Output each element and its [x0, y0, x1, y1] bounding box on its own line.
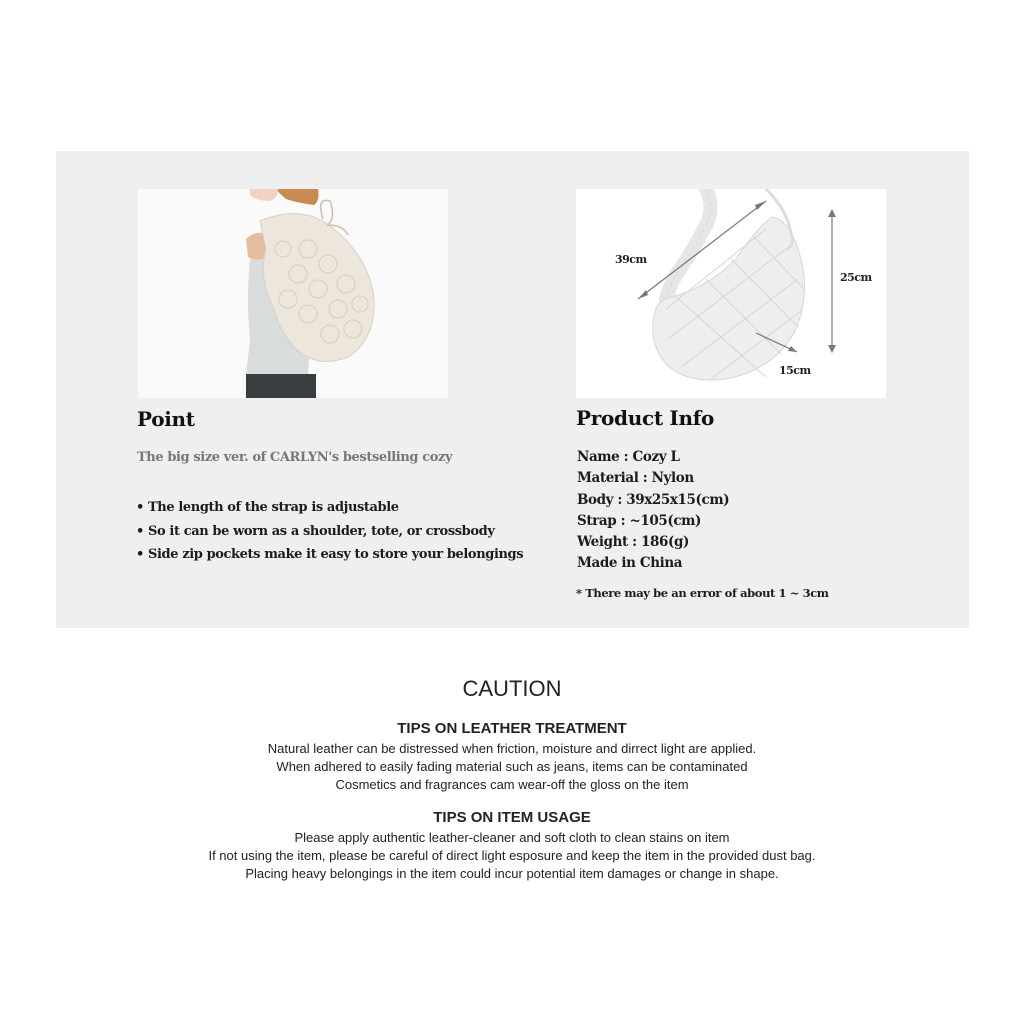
- point-bullet: • Side zip pockets make it easy to store your belongings: [136, 547, 524, 562]
- product-info-item-body: Body : 39x25x15(cm): [577, 491, 730, 508]
- caution-line: Please apply authentic leather-cleaner and soft cloth to clean stains on item: [294, 830, 730, 845]
- bag-dimensions-photo: [576, 189, 886, 398]
- product-info-item-weight: Weight : 186(g): [577, 534, 690, 551]
- product-info-list: [577, 447, 729, 575]
- point-bullet-list: [136, 498, 523, 569]
- bag-dimensions-diagram-icon: [576, 189, 886, 398]
- item-usage-heading: TIPS ON ITEM USAGE: [433, 809, 591, 826]
- model-with-bag-photo-icon: [138, 189, 448, 398]
- item-usage-text: [0, 829, 1024, 883]
- point-heading: Point: [137, 407, 195, 431]
- product-info-item-name: Name : Cozy L: [577, 449, 680, 465]
- product-info-heading: Product Info: [576, 406, 715, 430]
- measurement-error-note: * There may be an error of about 1 ~ 3cm: [576, 586, 829, 600]
- caution-line: Natural leather can be distressed when friction, moisture and dirrect light are applied.: [267, 741, 757, 756]
- leather-treatment-text: [0, 740, 1024, 794]
- product-info-item-strap: Strap : ~105(cm): [577, 512, 702, 529]
- caution-line: Placing heavy belongings in the item could incur potential item damages or change in shape.: [245, 866, 779, 881]
- point-bullet: • The length of the strap is adjustable: [136, 500, 399, 515]
- caution-line: If not using the item, please be careful of direct light esposure and keep the item in the provided dust bag.: [208, 848, 816, 863]
- product-info-item-material: Material : Nylon: [577, 470, 694, 487]
- point-bullet: • So it can be worn as a shoulder, tote, or crossbody: [136, 523, 495, 539]
- depth-dimension-label: 15cm: [779, 364, 811, 377]
- height-dimension-label: 25cm: [840, 271, 872, 284]
- leather-treatment-heading: TIPS ON LEATHER TREATMENT: [397, 720, 627, 737]
- caution-line: When adhered to easily fading material such as jeans, items can be contaminated: [276, 759, 748, 774]
- caution-line: Cosmetics and fragrances cam wear-off the gloss on the item: [335, 777, 689, 792]
- model-photo: [138, 189, 448, 398]
- length-dimension-label: 39cm: [615, 253, 647, 266]
- point-subtitle: The big size ver. of CARLYN's bestselling cozy: [137, 450, 453, 465]
- product-info-item-origin: Made in China: [577, 555, 683, 572]
- caution-heading: CAUTION: [462, 676, 562, 701]
